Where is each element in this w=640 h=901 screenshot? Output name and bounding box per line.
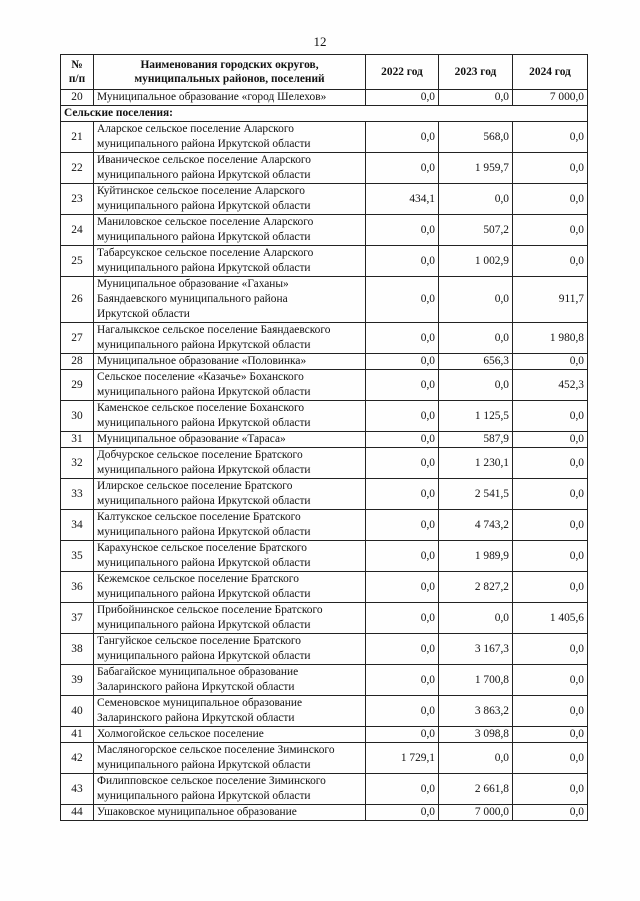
name-line: Масляногорское сельское поселение Зиминского — [97, 744, 335, 756]
value-2023: 1 002,9 — [439, 246, 513, 277]
row-number: 39 — [61, 665, 94, 696]
header-2023: 2023 год — [439, 55, 513, 90]
header-2024: 2024 год — [513, 55, 588, 90]
value-2022: 0,0 — [366, 323, 439, 354]
value-2024: 911,7 — [513, 277, 588, 323]
row-number: 25 — [61, 246, 94, 277]
name-line: муниципального района Иркутской области — [97, 557, 311, 569]
name-line: Муниципальное образование «Гаханы» — [97, 278, 289, 290]
name-line: Муниципальное образование «город Шелехов» — [97, 91, 327, 103]
name-line: Илирское сельское поселение Братского — [97, 480, 293, 492]
name-line: муниципального района Иркутской области — [97, 200, 311, 212]
name-line: Карахунское сельское поселение Братского — [97, 542, 307, 554]
table-row — [61, 774, 588, 805]
municipality-name — [94, 370, 366, 401]
value-2024: 7 000,0 — [513, 90, 588, 106]
value-2022: 0,0 — [366, 805, 439, 821]
table-row — [61, 603, 588, 634]
municipality-name — [94, 805, 366, 821]
value-2024: 0,0 — [513, 634, 588, 665]
value-2022: 0,0 — [366, 634, 439, 665]
table-row — [61, 696, 588, 727]
row-number: 20 — [61, 90, 94, 106]
value-2023: 1 125,5 — [439, 401, 513, 432]
name-line: муниципального района Иркутской области — [97, 262, 311, 274]
table-row — [61, 432, 588, 448]
name-line: муниципального района Иркутской области — [97, 417, 311, 429]
value-2024: 0,0 — [513, 448, 588, 479]
value-2024: 0,0 — [513, 184, 588, 215]
value-2022: 0,0 — [366, 603, 439, 634]
value-2023: 7 000,0 — [439, 805, 513, 821]
row-number: 21 — [61, 122, 94, 153]
row-number: 43 — [61, 774, 94, 805]
row-number: 40 — [61, 696, 94, 727]
table-row — [61, 665, 588, 696]
value-2024: 0,0 — [513, 665, 588, 696]
name-line: Муниципальное образование «Половинка» — [97, 355, 307, 367]
municipality-name — [94, 572, 366, 603]
table-body — [61, 90, 588, 821]
row-number: 41 — [61, 727, 94, 743]
table-row — [61, 805, 588, 821]
value-2024: 0,0 — [513, 432, 588, 448]
row-number: 37 — [61, 603, 94, 634]
value-2022: 0,0 — [366, 122, 439, 153]
section-heading: Сельские поселения: — [61, 106, 588, 122]
value-2023: 0,0 — [439, 184, 513, 215]
name-line: Маниловское сельское поселение Аларского — [97, 216, 314, 228]
table-row — [61, 153, 588, 184]
header-2022: 2022 год — [366, 55, 439, 90]
header-number: № п/п — [61, 55, 94, 90]
row-number: 36 — [61, 572, 94, 603]
page-number: 12 — [313, 34, 327, 49]
name-line: муниципального района Иркутской области — [97, 650, 311, 662]
table-row — [61, 354, 588, 370]
row-number: 27 — [61, 323, 94, 354]
table-row — [61, 727, 588, 743]
value-2022: 0,0 — [366, 572, 439, 603]
value-2022: 0,0 — [366, 215, 439, 246]
value-2022: 0,0 — [366, 696, 439, 727]
name-line: муниципального района Иркутской области — [97, 759, 311, 771]
municipality-name — [94, 277, 366, 323]
name-line: Табарсукское сельское поселение Аларского — [97, 247, 314, 259]
municipality-name — [94, 634, 366, 665]
table-row — [61, 401, 588, 432]
table-row — [61, 277, 588, 323]
row-number: 42 — [61, 743, 94, 774]
name-line: Иркутской области — [97, 308, 190, 320]
value-2023: 0,0 — [439, 277, 513, 323]
value-2022: 0,0 — [366, 277, 439, 323]
value-2023: 587,9 — [439, 432, 513, 448]
name-line: Калтукское сельское поселение Братского — [97, 511, 301, 523]
row-number: 22 — [61, 153, 94, 184]
name-line: Аларское сельское поселение Аларского — [97, 123, 294, 135]
value-2023: 2 661,8 — [439, 774, 513, 805]
municipality-name — [94, 401, 366, 432]
value-2022: 0,0 — [366, 774, 439, 805]
row-number: 35 — [61, 541, 94, 572]
name-line: Заларинского района Иркутской области — [97, 681, 295, 693]
table-row — [61, 541, 588, 572]
name-line: муниципального района Иркутской области — [97, 339, 311, 351]
value-2023: 3 167,3 — [439, 634, 513, 665]
name-line: муниципального района Иркутской области — [97, 464, 311, 476]
value-2024: 0,0 — [513, 215, 588, 246]
value-2024: 0,0 — [513, 354, 588, 370]
municipality-name — [94, 743, 366, 774]
value-2023: 0,0 — [439, 323, 513, 354]
row-number: 44 — [61, 805, 94, 821]
municipality-name — [94, 479, 366, 510]
value-2022: 0,0 — [366, 665, 439, 696]
value-2023: 0,0 — [439, 743, 513, 774]
value-2023: 0,0 — [439, 370, 513, 401]
value-2023: 1 230,1 — [439, 448, 513, 479]
name-line: Сельское поселение «Казачье» Боханского — [97, 371, 304, 383]
municipality-name — [94, 774, 366, 805]
name-line: Добчурское сельское поселение Братского — [97, 449, 303, 461]
municipality-name — [94, 727, 366, 743]
value-2022: 0,0 — [366, 727, 439, 743]
name-line: муниципального района Иркутской области — [97, 790, 311, 802]
table-row — [61, 572, 588, 603]
row-number: 24 — [61, 215, 94, 246]
name-line: муниципального района Иркутской области — [97, 619, 311, 631]
value-2023: 1 989,9 — [439, 541, 513, 572]
section-row — [61, 106, 588, 122]
value-2024: 0,0 — [513, 153, 588, 184]
value-2022: 0,0 — [366, 510, 439, 541]
value-2024: 1 980,8 — [513, 323, 588, 354]
value-2023: 2 827,2 — [439, 572, 513, 603]
value-2022: 1 729,1 — [366, 743, 439, 774]
municipality-name — [94, 153, 366, 184]
name-line: Бабагайское муниципальное образование — [97, 666, 299, 678]
table-row — [61, 215, 588, 246]
row-number: 32 — [61, 448, 94, 479]
table-header-row — [61, 55, 588, 90]
value-2023: 3 863,2 — [439, 696, 513, 727]
value-2023: 2 541,5 — [439, 479, 513, 510]
value-2023: 507,2 — [439, 215, 513, 246]
name-line: Заларинского района Иркутской области — [97, 712, 295, 724]
municipality-name — [94, 354, 366, 370]
row-number: 26 — [61, 277, 94, 323]
row-number: 38 — [61, 634, 94, 665]
value-2023: 3 098,8 — [439, 727, 513, 743]
table-row — [61, 90, 588, 106]
value-2024: 0,0 — [513, 510, 588, 541]
table-row — [61, 246, 588, 277]
value-2024: 0,0 — [513, 122, 588, 153]
name-line: Куйтинское сельское поселение Аларского — [97, 185, 305, 197]
municipality-name — [94, 603, 366, 634]
name-line: Баяндаевского муниципального района — [97, 293, 288, 305]
value-2024: 0,0 — [513, 805, 588, 821]
municipality-name — [94, 448, 366, 479]
name-line: Муниципальное образование «Тараса» — [97, 433, 286, 445]
municipality-name — [94, 541, 366, 572]
name-line: Нагалыкское сельское поселение Баяндаевского — [97, 324, 331, 336]
value-2022: 0,0 — [366, 541, 439, 572]
value-2023: 1 959,7 — [439, 153, 513, 184]
municipality-name — [94, 665, 366, 696]
table-row — [61, 634, 588, 665]
name-line: Прибойнинское сельское поселение Братского — [97, 604, 323, 616]
row-number: 34 — [61, 510, 94, 541]
name-line: муниципального района Иркутской области — [97, 526, 311, 538]
value-2024: 0,0 — [513, 401, 588, 432]
municipality-name — [94, 122, 366, 153]
municipality-name — [94, 432, 366, 448]
table-row — [61, 184, 588, 215]
name-line: Кежемское сельское поселение Братского — [97, 573, 299, 585]
name-line: муниципального района Иркутской области — [97, 495, 311, 507]
name-line: муниципального района Иркутской области — [97, 386, 311, 398]
value-2024: 0,0 — [513, 572, 588, 603]
value-2024: 0,0 — [513, 479, 588, 510]
budget-table — [60, 54, 588, 821]
header-name: Наименования городских округов, муниципальных районов, поселений — [94, 55, 366, 90]
name-line: муниципального района Иркутской области — [97, 138, 311, 150]
name-line: Каменское сельское поселение Боханского — [97, 402, 305, 414]
municipality-name — [94, 184, 366, 215]
value-2022: 0,0 — [366, 448, 439, 479]
table-row — [61, 479, 588, 510]
row-number: 28 — [61, 354, 94, 370]
name-line: муниципального района Иркутской области — [97, 588, 311, 600]
row-number: 23 — [61, 184, 94, 215]
municipality-name — [94, 246, 366, 277]
table-row — [61, 448, 588, 479]
value-2024: 1 405,6 — [513, 603, 588, 634]
table-row — [61, 122, 588, 153]
name-line: муниципального района Иркутской области — [97, 169, 311, 181]
table-row — [61, 370, 588, 401]
value-2024: 0,0 — [513, 727, 588, 743]
row-number: 31 — [61, 432, 94, 448]
row-number: 33 — [61, 479, 94, 510]
municipality-name — [94, 215, 366, 246]
value-2022: 0,0 — [366, 90, 439, 106]
municipality-name — [94, 696, 366, 727]
row-number: 29 — [61, 370, 94, 401]
value-2023: 656,3 — [439, 354, 513, 370]
value-2024: 452,3 — [513, 370, 588, 401]
name-line: Тангуйское сельское поселение Братского — [97, 635, 301, 647]
name-line: муниципального района Иркутской области — [97, 231, 311, 243]
value-2024: 0,0 — [513, 774, 588, 805]
table-row — [61, 323, 588, 354]
table-row — [61, 743, 588, 774]
value-2023: 0,0 — [439, 603, 513, 634]
value-2022: 0,0 — [366, 401, 439, 432]
value-2022: 434,1 — [366, 184, 439, 215]
name-line: Иваническое сельское поселение Аларского — [97, 154, 312, 166]
value-2024: 0,0 — [513, 743, 588, 774]
value-2022: 0,0 — [366, 370, 439, 401]
municipality-name — [94, 90, 366, 106]
value-2022: 0,0 — [366, 153, 439, 184]
name-line: Семеновское муниципальное образование — [97, 697, 303, 709]
name-line: Филипповское сельское поселение Зиминского — [97, 775, 326, 787]
value-2022: 0,0 — [366, 246, 439, 277]
table-row — [61, 510, 588, 541]
row-number: 30 — [61, 401, 94, 432]
value-2023: 4 743,2 — [439, 510, 513, 541]
value-2023: 1 700,8 — [439, 665, 513, 696]
value-2022: 0,0 — [366, 432, 439, 448]
value-2024: 0,0 — [513, 246, 588, 277]
value-2022: 0,0 — [366, 479, 439, 510]
value-2023: 0,0 — [439, 90, 513, 106]
value-2023: 568,0 — [439, 122, 513, 153]
value-2024: 0,0 — [513, 696, 588, 727]
municipality-name — [94, 510, 366, 541]
name-line: Холмогойское сельское поселение — [97, 728, 264, 740]
value-2022: 0,0 — [366, 354, 439, 370]
municipality-name — [94, 323, 366, 354]
value-2024: 0,0 — [513, 541, 588, 572]
name-line: Ушаковское муниципальное образование — [97, 806, 297, 818]
